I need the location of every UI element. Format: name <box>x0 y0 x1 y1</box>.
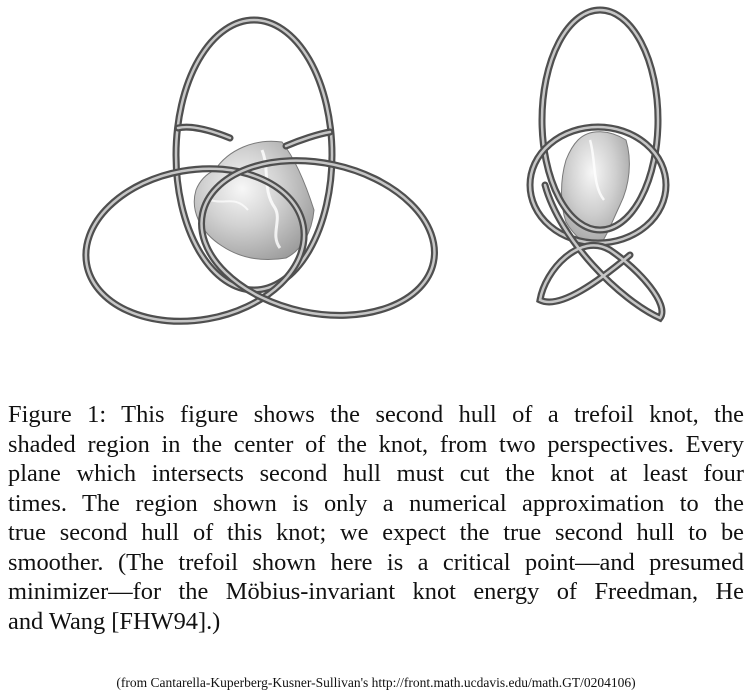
caption-line: times. The region shown is only a numerical approximation to the <box>8 489 744 517</box>
caption-line: minimizer—for the Möbius-invariant knot energy of Freedman, He <box>8 578 744 605</box>
caption-line: smoother. (The trefoil shown here is a critical point—and presumed <box>8 548 744 576</box>
trefoil-knot-side-view <box>530 10 666 318</box>
knot-tube-front <box>74 20 449 338</box>
caption-line: Figure 1: This figure shows the second hull of a trefoil knot, the <box>8 401 744 428</box>
caption-line: plane which intersects second hull must cut the knot at least four <box>8 460 744 487</box>
caption-line: and Wang [FHW94].) <box>8 607 221 635</box>
figure-caption <box>8 400 744 636</box>
caption-line: shaded region in the center of the knot, from two perspectives. Every <box>8 430 744 458</box>
caption-line: true second hull of this knot; we expect the true second hull to be <box>8 519 744 546</box>
trefoil-knot-front-view <box>74 20 449 338</box>
source-attribution: (from Cantarella-Kuperberg-Kusner-Sullivan's http://front.math.ucdavis.edu/math.GT/0204106) <box>116 675 636 690</box>
